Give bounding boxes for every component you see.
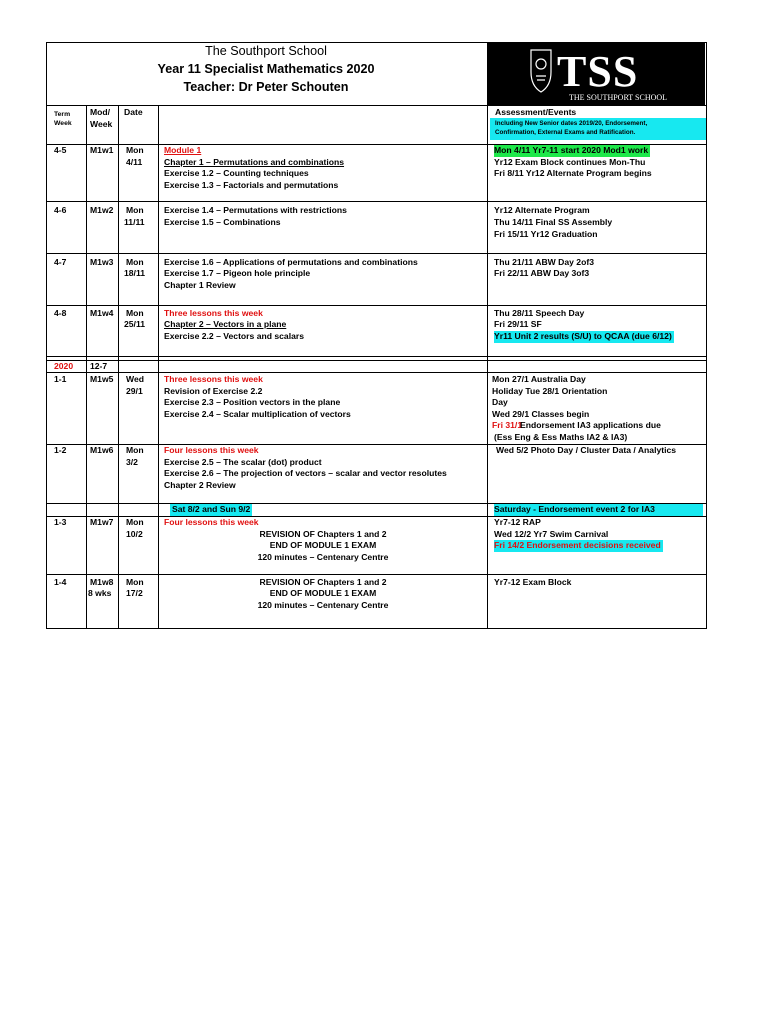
row7-event-3 [494,540,663,552]
col-header-mod-line1: Mod/ [90,107,111,117]
row8-content-2: END OF MODULE 1 EXAM [269,588,377,598]
row6-date: 3/2 [126,457,138,467]
row5-event-1: Mon 27/1 Australia Day [492,374,586,384]
row6-content-4: Chapter 2 Review [164,480,236,490]
school-title: The Southport School [205,44,327,58]
row7-content-2: REVISION OF Chapters 1 and 2 [259,529,387,539]
row2-term: 4-6 [54,205,67,215]
school-logo [487,42,705,106]
row7-term: 1-3 [54,517,67,527]
row6-event-1: Wed 5/2 Photo Day / Cluster Data / Analytics [496,445,677,455]
row5-term: 1-1 [54,374,67,384]
row8-weeks: 8 wks [88,588,112,598]
row-divider-4 [46,305,707,306]
col-header-assessment: Assessment/Events [495,107,577,117]
row1-event-2: Yr12 Exam Block continues Mon-Thu [494,157,646,167]
row5-event-4: Wed 29/1 Classes begin [492,409,590,419]
row-divider-2 [46,201,707,202]
row8-content-3: 120 minutes – Centenary Centre [257,600,389,610]
row5-event-3: Day [492,397,508,407]
row8-day: Mon [126,577,144,587]
row4-mod: M1w4 [90,308,114,318]
row3-event-2: Fri 22/11 ABW Day 3of3 [494,268,590,278]
row5-content-3: Exercise 2.3 – Position vectors in the plane [164,397,341,407]
logo-subtitle: THE SOUTHPORT SCHOOL [569,93,668,102]
col-header-term-line1: Term [54,111,71,118]
row2-mod: M1w2 [90,205,114,215]
row6-content-1: Four lessons this week [164,445,259,455]
row7-content-4: 120 minutes – Centenary Centre [257,552,389,562]
assessment-note-line1: Including New Senior dates 2019/20, Endorsement, [495,120,648,127]
row2-content-2: Exercise 1.5 – Combinations [164,217,281,227]
col-header-term-line2: Week [54,120,72,127]
row-divider-3 [46,253,707,254]
row6-term: 1-2 [54,445,67,455]
course-title: Year 11 Specialist Mathematics 2020 [157,62,375,76]
row3-mod: M1w3 [90,257,114,267]
row6-day: Mon [126,445,144,455]
row7-event-2: Wed 12/2 Yr7 Swim Carnival [494,529,609,539]
row-divider-7 [46,372,707,373]
row5-content-4: Exercise 2.4 – Scalar multiplication of vectors [164,409,351,419]
row4-content-3: Exercise 2.2 – Vectors and scalars [164,331,304,341]
row7-day: Mon [126,517,144,527]
row3-content-1: Exercise 1.6 – Applications of permutations and combinations [164,257,418,267]
crest-icon [487,42,705,106]
row7-mod: M1w7 [90,517,114,527]
table-border-left [46,42,47,629]
row3-date: 18/11 [124,268,146,278]
row7-event-3-text: Fri 14/2 Endorsement decisions received [494,540,661,550]
row1-content-4: Exercise 1.3 – Factorials and permutations [164,180,339,190]
row5-date: 29/1 [126,386,143,396]
row5-event-2: Holiday Tue 28/1 Orientation [492,386,608,396]
year-label: 2020 [54,361,74,371]
row8-mod: M1w8 [90,577,114,587]
row4-day: Mon [126,308,144,318]
row6-content-3: Exercise 2.6 – The projection of vectors – scalar and vector resolutes [164,468,447,478]
row8-term: 1-4 [54,577,67,587]
row4-content-1: Three lessons this week [164,308,263,318]
year-code: 12-7 [90,361,108,371]
row1-event-3: Fri 8/11 Yr12 Alternate Program begins [494,168,652,178]
row5-event-5-text: Endorsement IA3 applications due [520,420,661,430]
row-divider-11 [46,574,707,575]
row6-content-2: Exercise 2.5 – The scalar (dot) product [164,457,322,467]
col-divider-1 [86,105,87,628]
row-divider-10 [46,516,707,517]
table-border-bottom [46,628,707,629]
row5-day: Wed [126,374,144,384]
row1-content-3: Exercise 1.2 – Counting techniques [164,168,309,178]
row6-mod: M1w6 [90,445,114,455]
row4-event-3: Yr11 Unit 2 results (S/U) to QCAA (due 6/12) [494,331,672,341]
row2-content-1: Exercise 1.4 – Permutations with restrictions [164,205,347,215]
table-border-right [706,42,707,629]
row7-content-3: END OF MODULE 1 EXAM [269,540,377,550]
row5-event-6: (Ess Eng & Ess Maths IA2 & IA3) [494,432,628,442]
row3-content-2: Exercise 1.7 – Pigeon hole principle [164,268,311,278]
row1-term: 4-5 [54,145,67,155]
row1-date: 4/11 [126,157,143,167]
col-header-mod-line2: Week [90,119,113,129]
row4-event-1: Thu 28/11 Speech Day [494,308,585,318]
row3-term: 4-7 [54,257,67,267]
row2-date: 11/11 [124,217,145,227]
col-divider-2 [118,105,119,628]
row-divider-5 [46,356,707,357]
row3-event-1: Thu 21/11 ABW Day 2of3 [494,257,594,267]
assessment-note-line2: Confirmation, External Exams and Ratification. [495,129,636,136]
row4-date: 25/11 [124,319,146,329]
row5-mod: M1w5 [90,374,114,384]
row1-day: Mon [126,145,144,155]
row7-content-1: Four lessons this week [164,517,259,527]
row8-date: 17/2 [126,588,143,598]
row4-event-2: Fri 29/11 SF [494,319,542,329]
row4-term: 4-8 [54,308,67,318]
row4-content-2: Chapter 2 – Vectors in a plane [164,319,287,329]
row-divider-6 [46,360,707,361]
weekend-note: Sat 8/2 and Sun 9/2 [172,504,251,514]
row7-event-1: Yr7-12 RAP [494,517,541,527]
row5-event-5-date: Fri 31/1 [492,420,523,430]
row1-event-1: Mon 4/11 Yr7-11 start 2020 Mod1 work [494,145,649,155]
col-divider-4 [487,42,488,629]
row1-mod: M1w1 [90,145,114,155]
row2-event-2: Thu 14/11 Final SS Assembly [494,217,613,227]
row8-content-1: REVISION OF Chapters 1 and 2 [259,577,387,587]
row2-event-1: Yr12 Alternate Program [494,205,590,215]
weekend-event: Saturday - Endorsement event 2 for IA3 [494,504,703,516]
row3-day: Mon [126,257,144,267]
row3-content-3: Chapter 1 Review [164,280,236,290]
teacher-name: Teacher: Dr Peter Schouten [183,80,349,94]
row5-content-1: Three lessons this week [164,374,263,384]
row7-date: 10/2 [126,529,143,539]
row5-content-2: Revision of Exercise 2.2 [164,386,263,396]
row1-content-1: Module 1 [164,145,202,155]
row8-event-1: Yr7-12 Exam Block [494,577,572,587]
row1-content-2: Chapter 1 – Permutations and combinations [164,157,345,167]
logo-letters: TSS [557,47,639,96]
row2-event-3: Fri 15/11 Yr12 Graduation [494,229,598,239]
row2-day: Mon [126,205,144,215]
col-header-date: Date [124,107,143,117]
